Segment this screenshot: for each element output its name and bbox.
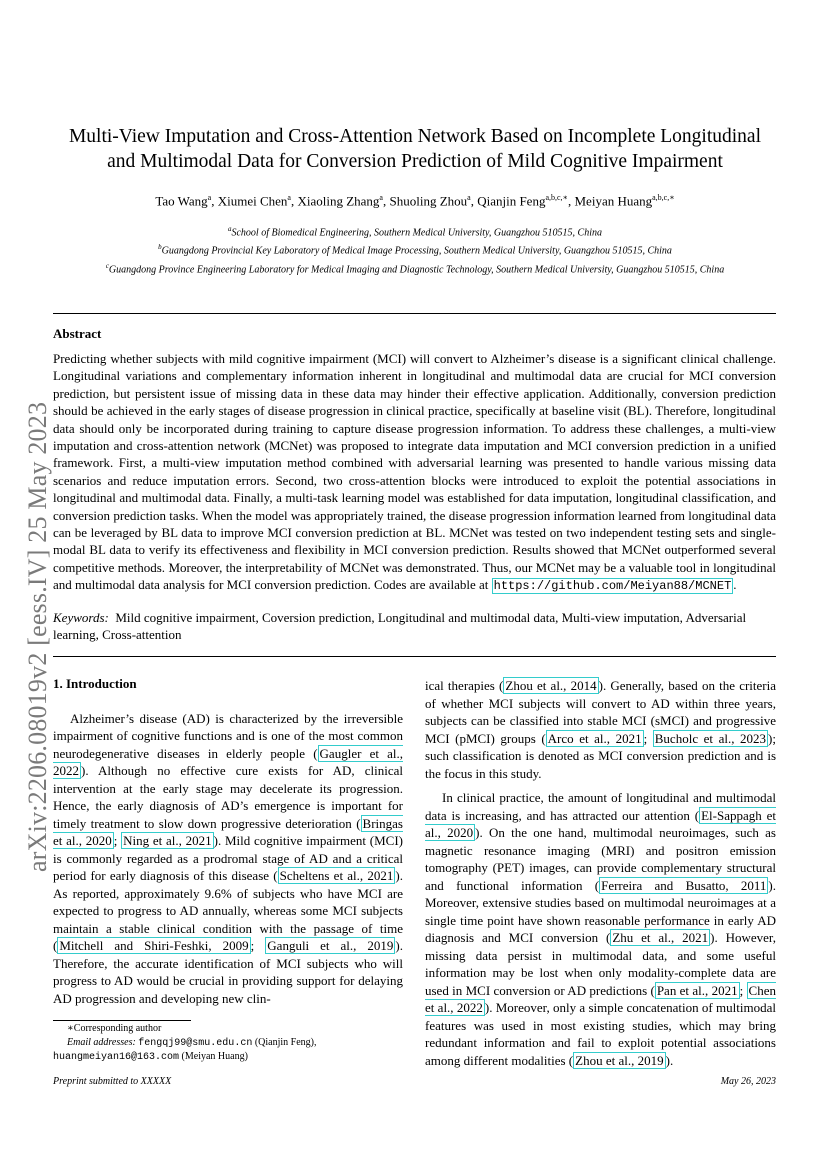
footnote-rule: [53, 1020, 191, 1021]
citation-link[interactable]: Gaugler et al., 2022: [53, 745, 403, 778]
intro-paragraph-2: In clinical practice, the amount of longitudinal and multimodal data is increasing, and has attracted our attention ( El-Sappagh et al., 2020 ). On the one hand, multimodal neuroimages, such as magnetic resonance imaging (MRI) and positron emission tomography (PET) images, can provide complementary structural and functional information ( Ferreira and Busatto, 2011 ). Moreover, extensive studies based on multimodal neuroimages at a single time point have shown reasonable performance in early AD diagnosis and MCI conversion ( Zhu et al., 2021 ). However, missing data persist in multimodal data, and some useful information may be lost when only modality-complete data are used in MCI conversion or AD predictions ( Pan et al., 2021 ; Chen et al., 2022 ). Moreover, only a simple concatenation of multimodal features was used in most existing studies, which may bring redundant information and fail to exploit potential associations among different modalities ( Zhou et al., 2019 ).: [425, 790, 776, 1068]
author-affiliation-mark: a: [287, 193, 291, 202]
top-divider: [53, 313, 776, 314]
author-name: Meiyan Huang: [574, 193, 653, 209]
citation-link[interactable]: Pan et al., 2021: [656, 982, 738, 998]
citation-link[interactable]: Arco et al., 2021: [547, 730, 642, 746]
corresponding-author-note: ∗Corresponding author: [67, 1023, 162, 1034]
affiliation-line: $^c$Guangdong Province Engineering Laboratory for Medical Imaging and Diagnostic Technology, Southern Medical University, Guangzhou 510515, China: [105, 261, 725, 275]
author-name: Xiumei Chen: [217, 193, 288, 209]
affiliation-line: $^b$Guangdong Provincial Key Laboratory of Medical Image Processing, Southern Medical University, Guangzhou 510515, China: [158, 243, 672, 257]
citation-link[interactable]: Mitchell and Shiri-Feshki, 2009: [59, 938, 249, 953]
left-column: [53, 675, 403, 1007]
abstract-body: Predicting whether subjects with mild cognitive impairment (MCI) will convert to Alzheimer’s disease is a significant clinical challenge. Longitudinal variations and complementary information inherent in longitudinal and multimodal data are crucial for MCI conversion prediction, but persistent issue of missing data in these data may hinder their effective application. Additionally, conversion prediction should be achieved in the early stages of disease progression in clinical practice, specifically at baseline visit (BL). Therefore, longitudinal data should only be incorporated during training to capture disease progression information. To address these challenges, a multi-view imputation and cross-attention network (MCNet) was proposed to integrate data imputation and MCI conversion prediction in a unified framework. First, a multi-view imputation method combined with adversarial learning was presented to handle various missing data scenarios and reduce imputation errors. Second, two cross-attention blocks were introduced to exploit the potential associations in longitudinal and multimodal data. Finally, a multi-task learning model was established for data imputation, longitudinal classification, and conversion prediction tasks. When the model was appropriately trained, the disease progression information learned from longitudinal data can be leveraged by BL data to improve MCI conversion prediction at BL. MCNet was tested on two independent testing sets and single-modal BL data to verify its effectiveness and flexibility in MCI conversion prediction. Results showed that MCNet outperformed several competitive methods. Moreover, the interpretability of MCNet was demonstrated. Thus, our MCNet may be a valuable tool in longitudinal and multimodal data analysis for MCI conversion prediction. Codes are available at https://github.com/Meiyan88/MCNET .: [53, 351, 776, 594]
footnote: ∗Corresponding author Email addresses: fengqj99@smu.edu.cn (Qianjin Feng), huangmeiyan16@163.com (Meiyan Huang): [53, 1022, 403, 1065]
citation-link[interactable]: Scheltens et al., 2021: [279, 868, 394, 883]
footer-date: May 26, 2023: [720, 1076, 776, 1087]
abstract-text: Predicting whether subjects with mild cognitive impairment (MCI) will convert to Alzheimer’s disease is a significant clinical challenge. Longitudinal variations and complementary information inherent in longitudinal and multimodal data are crucial for MCI conversion prediction, but persistent issue of missing data in these data may hinder their effective application. Additionally, conversion prediction should be achieved in the early stages of disease progression in clinical practice, specifically at baseline visit (BL). Therefore, longitudinal data should only be incorporated during training to capture disease progression information. To address these challenges, a multi-view imputation and cross-attention network (MCNet) was proposed to integrate data imputation and MCI conversion prediction in a unified framework. First, a multi-view imputation method combined with adversarial learning was presented to handle various missing data scenarios and reduce imputation errors. Second, two cross-attention blocks were introduced to exploit the potential associations in longitudinal and multimodal data. Finally, a multi-task learning model was established for data imputation, longitudinal classification, and conversion prediction tasks. When the model was appropriately trained, the disease progression information learned from longitudinal data can be leveraged by BL data to improve MCI conversion prediction at BL. MCNet was tested on two independent testing sets and single-modal BL data to verify its effectiveness and flexibility in MCI conversion prediction. Results showed that MCNet outperformed several competitive methods. Moreover, the interpretability of MCNet was demonstrated. Thus, our MCNet may be a valuable tool in longitudinal and multimodal data analysis for MCI conversion prediction. Codes are available at: [53, 351, 776, 593]
keywords-label: Keywords:: [53, 610, 109, 625]
paper-title: Multi-View Imputation and Cross-Attention Network Based on Incomplete Longitudinal and Multimodal Data for Conversion Prediction of Mild Cognitive Impairment: [68, 126, 762, 172]
author-affiliation-mark: a: [467, 193, 471, 202]
affiliation-line: $^a$School of Biomedical Engineering, Southern Medical University, Guangzhou 510515, China: [227, 225, 602, 239]
section-heading-introduction: 1. Introduction: [53, 676, 137, 691]
citation-link[interactable]: Zhou et al., 2019: [575, 1052, 664, 1068]
author-affiliation-mark: a: [379, 193, 383, 202]
right-column: [425, 677, 776, 1069]
keywords-text: Mild cognitive impairment, Coversion prediction, Longitudinal and multimodal data, Multi-view imputation, Adversarial learning, Cross-attention: [53, 610, 747, 643]
citation-link[interactable]: Ferreira and Busatto, 2011: [601, 877, 767, 893]
author-name: Xiaoling Zhang: [297, 193, 380, 209]
citation-link[interactable]: Ning et al., 2021: [123, 833, 212, 848]
author-list: Tao Wang$^a$, Xiumei Chen$^a$, Xiaoling Zhang$^a$, Shuoling Zhou$^a$, Qianjin Feng$^{a,b,c,∗}$, Meiyan Huang$^{a,b,c,∗}$: [155, 193, 675, 209]
citation-link[interactable]: Zhu et al., 2021: [612, 930, 709, 945]
author-name: Tao Wang: [155, 193, 208, 209]
keywords-divider: [53, 656, 776, 657]
code-url-link[interactable]: https://github.com/Meiyan88/MCNET: [493, 579, 732, 594]
citation-link[interactable]: Ganguli et al., 2019: [267, 938, 394, 953]
citation-link[interactable]: Zhou et al., 2014: [505, 678, 597, 693]
affiliation-list: [40, 222, 790, 277]
arxiv-identifier-stamp: arXiv:2206.08019v2 [eess.IV] 25 May 2023: [23, 401, 52, 872]
footer-preprint-note: Preprint submitted to XXXXX: [53, 1076, 172, 1087]
keywords: [53, 609, 776, 644]
author-affiliation-mark: a,b,c,∗: [652, 193, 675, 202]
email-label: Email addresses:: [67, 1036, 136, 1048]
email-huang[interactable]: huangmeiyan16@163.com: [53, 1052, 180, 1063]
author-name: Shuoling Zhou: [389, 193, 468, 209]
citation-link[interactable]: Chen et al., 2022: [425, 982, 776, 1015]
intro-paragraph-1-continued: ical therapies ( Zhou et al., 2014 ). Generally, based on the criteria of whether MCI subjects will convert to AD within three years, subjects can be classified into stable MCI (sMCI) and progressive MCI (pMCI) groups ( Arco et al., 2021 ; Bucholc et al., 2023 ); such classification is denoted as MCI conversion prediction and is the focus in this study.: [425, 678, 776, 781]
author-name: Qianjin Feng: [477, 193, 546, 209]
author-affiliation-mark: a,b,c,∗: [545, 193, 568, 202]
citation-link[interactable]: Bringas et al., 2020: [53, 815, 403, 848]
email-feng[interactable]: fengqj99@smu.edu.cn: [138, 1037, 253, 1049]
citation-link[interactable]: Bucholc et al., 2023: [654, 730, 767, 746]
intro-paragraph-1: Alzheimer’s disease (AD) is characterized by the irreversible impairment of cognitive functions and is one of the most common neurodegenerative diseases in elderly people ( Gaugler et al., 2022 ). Although no effective cure exists for AD, clinical intervention at the early stage may decelerate its progression. Hence, the early diagnosis of AD’s emergence is important for timely treatment to slow down progressive deterioration ( Bringas et al., 2020 ; Ning et al., 2021 ). Mild cognitive impairment (MCI) is commonly regarded as a prodromal stage of AD and a critical period for early diagnosis of this disease ( Scheltens et al., 2021 ). As reported, approximately 9.6% of subjects who have MCI are expected to progress to AD annually, whereas some MCI subjects maintain a stable clinical condition with the passage of time ( Mitchell and Shiri-Feshki, 2009 ; Ganguli et al., 2019 ). Therefore, the accurate identification of MCI subjects who will progress to AD would be crucial in providing support for delaying AD progression and developing new clin-: [53, 710, 403, 1006]
citation-link[interactable]: El-Sappagh et al., 2020: [425, 807, 776, 840]
abstract-heading: Abstract: [53, 326, 102, 341]
author-affiliation-mark: a: [207, 193, 212, 202]
